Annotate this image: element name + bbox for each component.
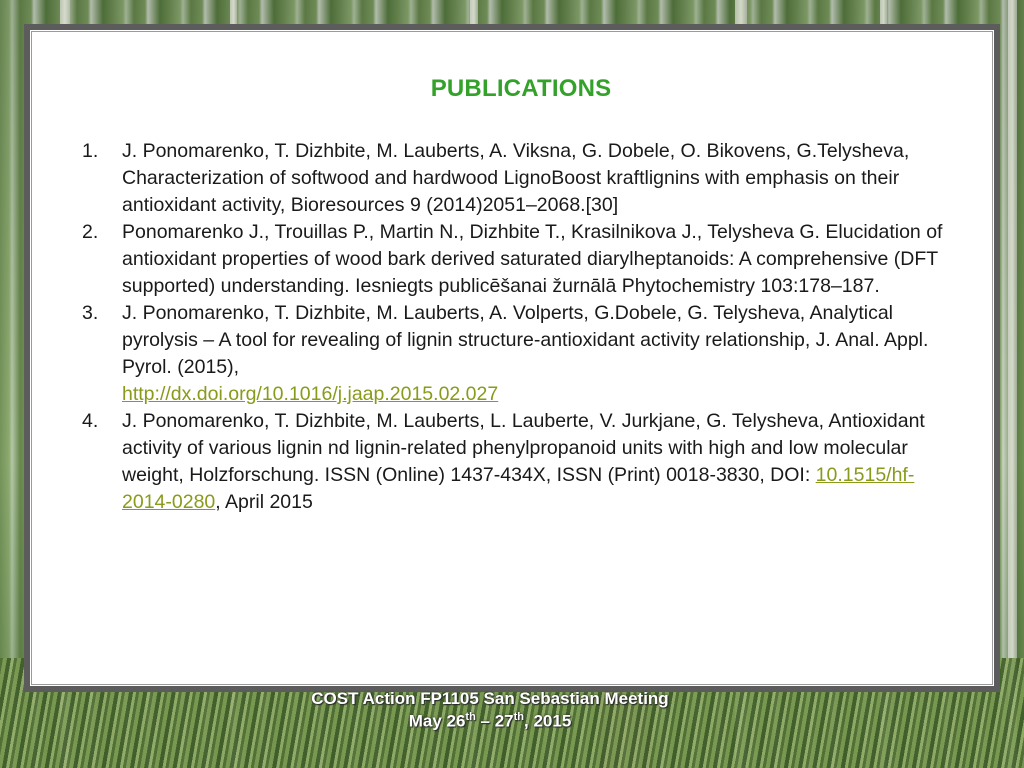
doi-link[interactable]: 10.1515/hf-2014-0280 <box>122 464 915 513</box>
list-item <box>82 408 962 516</box>
list-item <box>82 219 962 300</box>
publication-list <box>82 138 962 516</box>
slide-content-panel <box>31 31 993 685</box>
list-item <box>82 300 962 408</box>
list-number: 2. <box>82 221 99 243</box>
birch-trunk <box>1008 0 1017 768</box>
publication-text: J. Ponomarenko, T. Dizhbite, M. Lauberts, A. Viksna, G. Dobele, O. Bikovens, G.Telysheva, Characterization of softwood and hardwood LignoBoost kraftlignins with emphasis on their antioxidant activity, Bioresources 9 (2014)2051–2068.[30] <box>122 140 910 216</box>
publication-text: J. Ponomarenko, T. Dizhbite, M. Lauberts, L. Lauberte, V. Jurkjane, G. Telysheva, Antioxidant activity of various lignin nd lignin-related phenylpropanoid units with high and low molecular weight, Holzforschung. ISSN (Online) 1437-434X, ISSN (Print) 0018-3830, DOI: <box>122 410 925 486</box>
list-number: 3. <box>82 302 99 324</box>
slide-footer <box>0 690 980 731</box>
list-number: 1. <box>82 140 99 162</box>
page-title: PUBLICATIONS <box>430 75 612 102</box>
footer-date: May 26th – 27th, 2015 <box>408 711 572 731</box>
slide-frame <box>24 24 1000 692</box>
list-item <box>82 138 962 219</box>
list-number: 4. <box>82 410 99 432</box>
publication-text-suffix: , April 2015 <box>215 491 313 513</box>
footer-event: COST Action FP1105 San Sebastian Meeting <box>311 689 669 708</box>
publication-text: J. Ponomarenko, T. Dizhbite, M. Lauberts, A. Volperts, G.Dobele, G. Telysheva, Analytical pyrolysis – A tool for revealing of lignin structure-antioxidant activity relationship, J. Anal. Appl. Pyrol. (2015), <box>122 302 929 378</box>
doi-link[interactable]: http://dx.doi.org/10.1016/j.jaap.2015.02.027 <box>122 383 499 405</box>
publication-text: Ponomarenko J., Trouillas P., Martin N., Dizhbite T., Krasilnikova J., Telysheva G. Elucidation of antioxidant properties of wood bark derived saturated diarylheptanoids: A comprehensive (DFT supported) understanding. Iesniegts publicēšanai žurnālā Phytochemistry 103:178–187. <box>122 221 943 297</box>
